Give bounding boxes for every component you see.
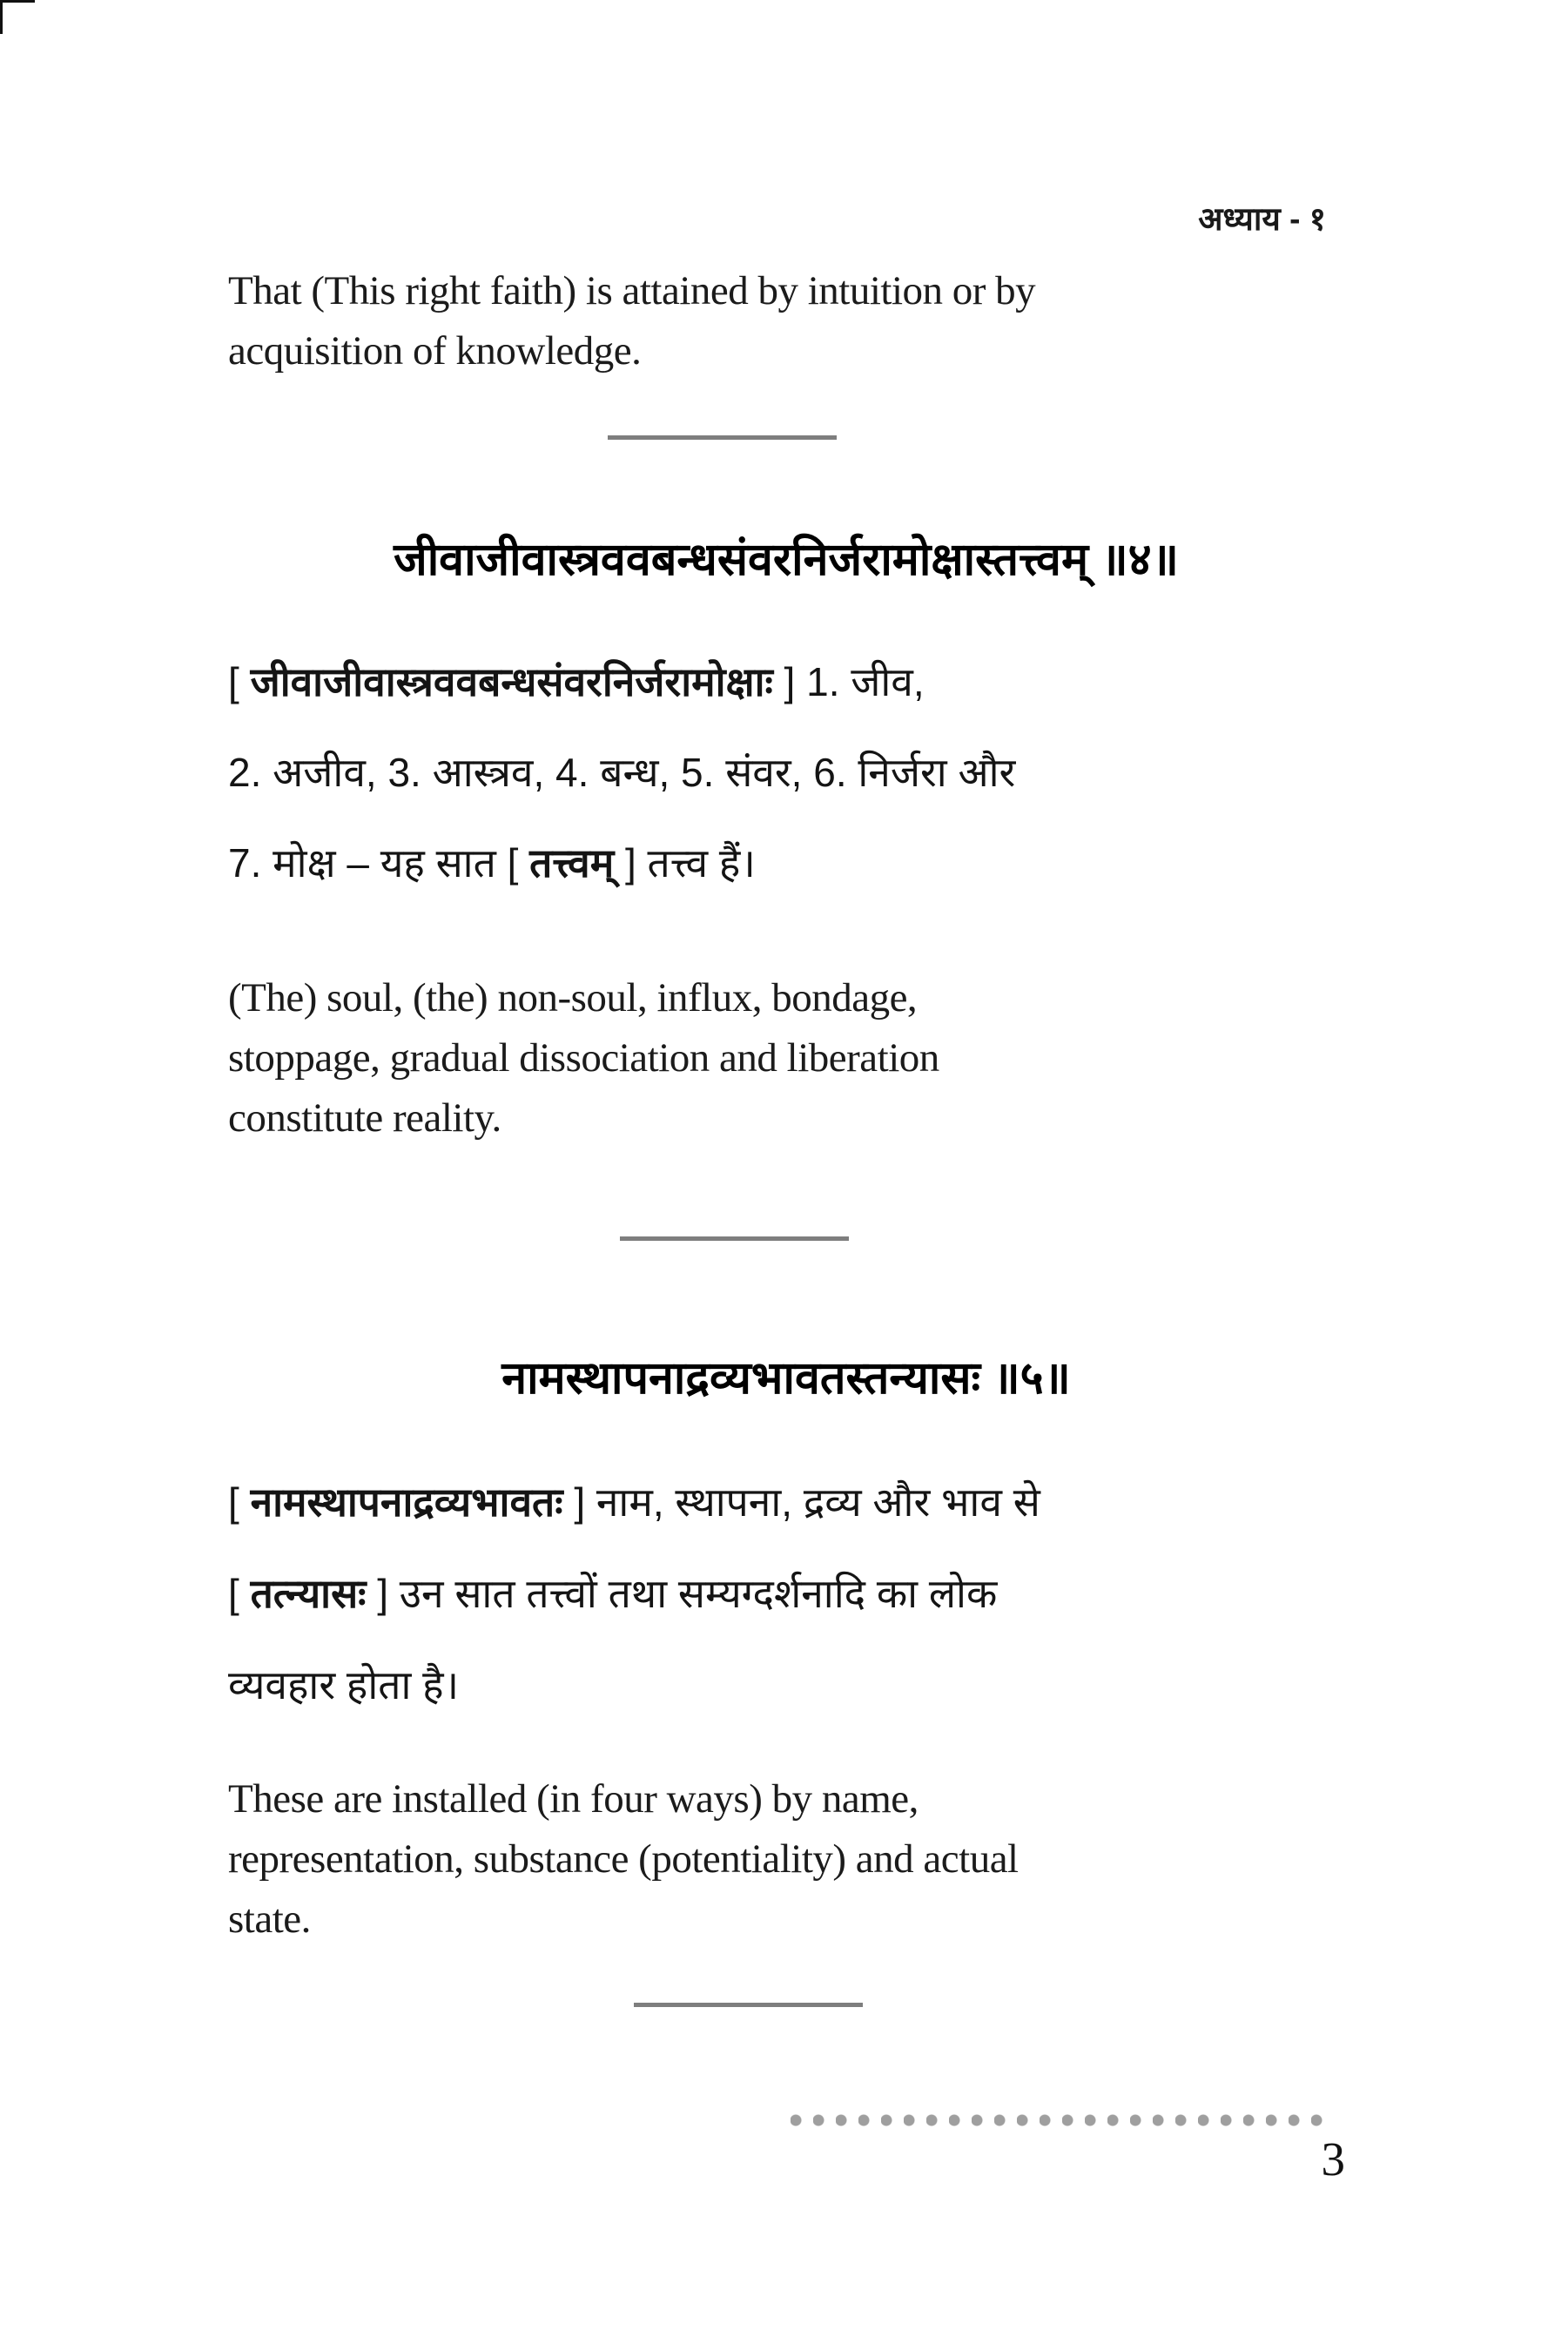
- translation-5-paragraph: [228, 1769, 1360, 1950]
- bracket-open: [: [228, 1571, 251, 1616]
- intro-line-1: That (This right faith) is attained by intuition or by: [228, 268, 1036, 313]
- gloss-4-line-1: [228, 655, 1369, 709]
- translation-5-line-1: These are installed (in four ways) by name,: [228, 1776, 919, 1822]
- gloss-term: तत्न्यासः: [250, 1571, 367, 1616]
- translation-4-line-2: stoppage, gradual dissociation and liberation: [228, 1035, 939, 1081]
- gloss-5-line-2: [228, 1566, 1369, 1620]
- translation-5-line-2: representation, substance (potentiality) and actual: [228, 1836, 1019, 1882]
- gloss-term: जीवाजीवास्त्रववबन्धसंवरनिर्जरामोक्षाः: [250, 659, 773, 704]
- sutra-4-heading: जीवाजीवास्त्रववबन्धसंवरनिर्जरामोक्षास्तत्त्वम् ॥४॥: [394, 535, 1179, 585]
- gloss-text: 7. मोक्ष – यह सात [: [228, 840, 530, 886]
- bracket-open: [: [228, 659, 251, 704]
- corner-crop-mark: [0, 0, 35, 34]
- translation-4-line-3: constitute reality.: [228, 1095, 501, 1141]
- gloss-5-line-3: व्यवहार होता है।: [228, 1662, 460, 1708]
- sutra-5-heading: नामस्थापनाद्रव्यभावतस्तन्यासः ॥५॥: [501, 1353, 1071, 1404]
- chapter-header: अध्याय - १: [1198, 201, 1326, 237]
- gloss-4-line-3: [228, 836, 1369, 890]
- bracket-open: [: [228, 1479, 251, 1525]
- gloss-5-line-1: [228, 1475, 1369, 1529]
- intro-paragraph: [228, 261, 1360, 381]
- intro-line-2: acquisition of knowledge.: [228, 328, 642, 374]
- page-number: 3: [1321, 2132, 1345, 2186]
- gloss-text: ] 1. जीव,: [772, 659, 925, 704]
- dotted-separator: [791, 2112, 1334, 2128]
- gloss-term: तत्त्वम्: [529, 840, 615, 886]
- gloss-text: ] नाम, स्थापना, द्रव्य और भाव से: [562, 1479, 1040, 1525]
- translation-5-line-3: state.: [228, 1896, 311, 1942]
- translation-4-paragraph: [228, 968, 1360, 1149]
- section-divider-2: [620, 1236, 849, 1241]
- section-divider-1: [608, 435, 837, 440]
- gloss-term: नामस्थापनाद्रव्यभावतः: [250, 1479, 563, 1525]
- gloss-4-line-2: 2. अजीव, 3. आस्त्रव, 4. बन्ध, 5. संवर, 6. निर्जरा और: [228, 750, 1016, 795]
- translation-4-line-1: (The) soul, (the) non-soul, influx, bondage,: [228, 975, 918, 1021]
- gloss-text: ] तत्त्व हैं।: [614, 840, 756, 886]
- gloss-text: ] उन सात तत्त्वों तथा सम्यग्दर्शनादि का लोक: [366, 1571, 998, 1616]
- section-divider-3: [634, 2003, 863, 2007]
